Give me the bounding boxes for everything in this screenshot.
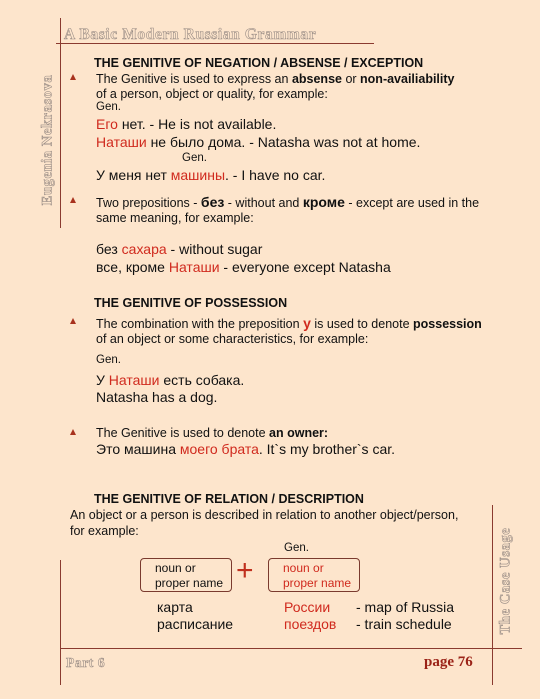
example-line: Наташи не было дома. - Natasha was not at home. [96,134,421,150]
possession-bullet-1-line2: of an object or some characteristics, for example: [96,332,369,346]
negation-bullet-2-line2: same meaning, for example: [96,211,254,225]
negation-bullet-1-line2: of a person, object or quality, for example: [96,87,328,101]
relation-genitive: поездов [284,616,337,632]
example-line: все, кроме Наташи - everyone except Natasha [96,259,391,275]
box-text: proper name [283,576,352,590]
author-name: Eugenia Nekrasova [39,74,56,206]
possession-heading: THE GENITIVE OF POSSESSION [94,296,288,310]
possession-bullet-1: The combination with the preposition у is used to denote possession [96,315,482,331]
relation-word: расписание [157,616,234,632]
bullet-icon [70,429,76,435]
box-text: noun or [283,561,324,575]
page-number: page 76 [424,654,473,670]
example-line: У Наташи есть собака. [96,372,245,388]
negation-heading: THE GENITIVE OF NEGATION / ABSENSE / EXCEPTION [94,56,424,70]
left-rule [60,18,61,228]
bullet-icon [70,197,76,203]
gen-label: Gen. [284,542,309,554]
relation-translation: - map of Russia [356,599,455,615]
relation-genitive: России [284,599,331,615]
noun-box [140,558,232,592]
relation-heading: THE GENITIVE OF RELATION / DESCRIPTION [94,492,364,506]
bottom-left-rule [60,560,61,685]
part-label: Part 6 [66,655,106,670]
right-rule [492,505,493,685]
relation-intro-line2: for example: [70,524,139,538]
possession-bullet-2: The Genitive is used to denote an owner: [96,426,329,440]
bullet-icon [70,318,76,324]
relation-word: карта [157,599,193,615]
gen-label: Gen. [96,354,121,366]
bullet-icon [70,74,76,80]
example-line: Это машина моего брата. It`s my brother`s car. [96,441,396,457]
box-text: proper name [155,576,224,590]
genitive-noun-box [268,558,360,592]
gen-label: Gen. [182,152,207,164]
example-line: без сахара - without sugar [96,241,263,257]
example-line: Его нет. - He is not available. [96,116,277,132]
example-translation: Natasha has a dog. [96,389,218,405]
box-text: noun or [155,561,196,575]
gen-label: Gen. [96,101,121,113]
bottom-rule [60,648,522,649]
section-name: The Case Usage [497,527,514,635]
plus-sign: + [236,554,254,587]
relation-intro: An object or a person is described in relation to another object/person, [70,508,459,522]
relation-translation: - train schedule [356,616,452,632]
book-title: A Basic Modern Russian Grammar [64,26,317,43]
negation-bullet-2: Two prepositions - без - without and кроме - except are used in the [96,194,480,210]
example-line: У меня нет машины. - I have no car. [96,167,326,183]
negation-bullet-1: The Genitive is used to express an absense or non-availiability [96,72,455,86]
